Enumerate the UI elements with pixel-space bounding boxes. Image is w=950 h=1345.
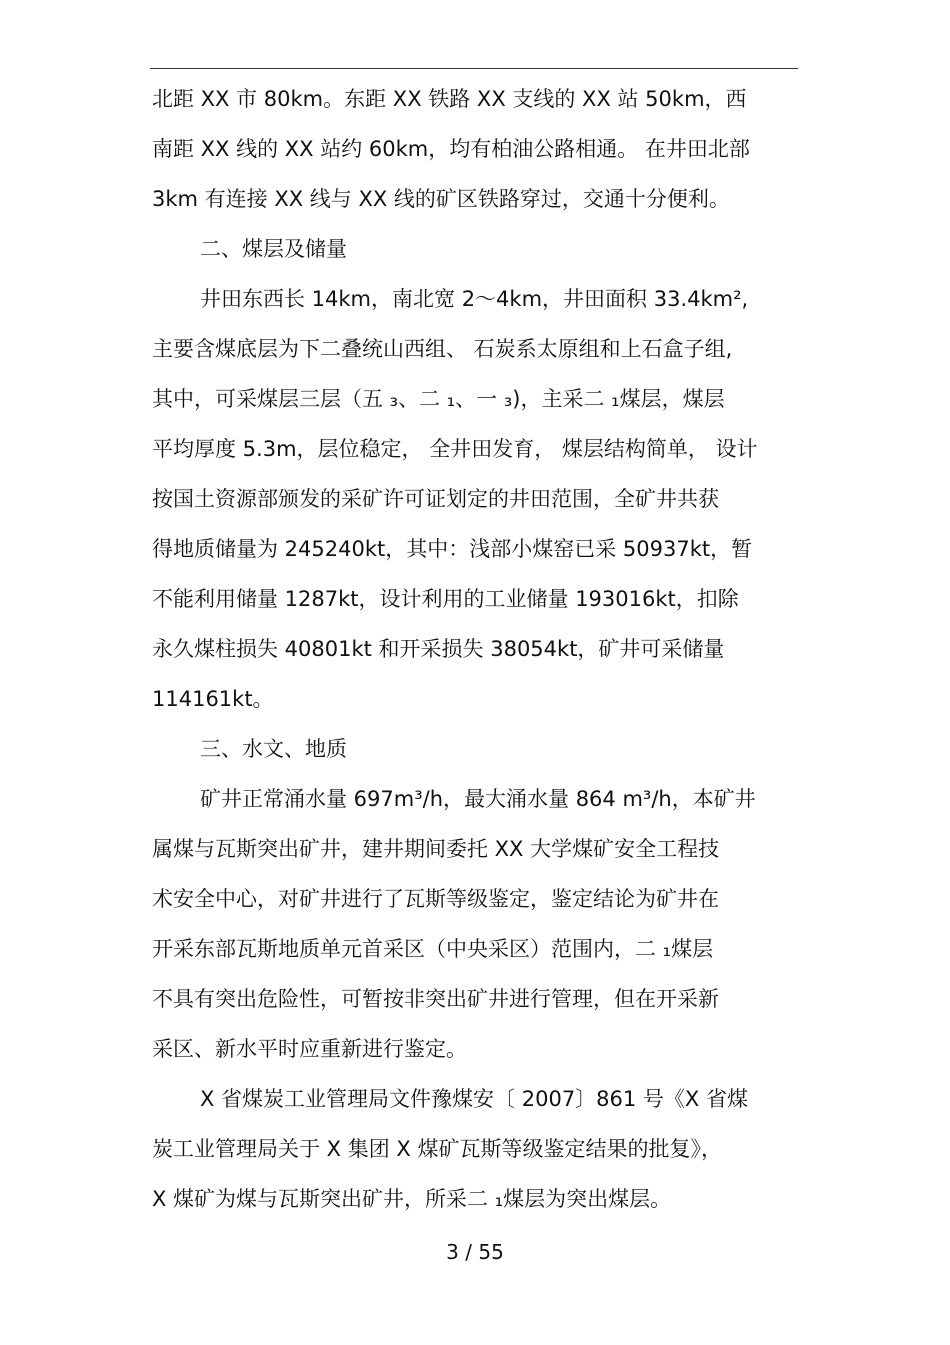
paragraph-line: 其中，可采煤层三层（五 ₃、二 ₁、一 ₃)，主采二 ₁煤层，煤层 bbox=[152, 387, 725, 411]
paragraph-line: 采区、新水平时应重新进行鉴定。 bbox=[152, 1037, 467, 1061]
page-number: 3 / 55 bbox=[446, 1240, 504, 1264]
paragraph-line: 平均厚度 5.3m，层位稳定， 全井田发育， 煤层结构简单， 设计 bbox=[152, 437, 758, 461]
paragraph-line: X 省煤炭工业管理局文件豫煤安〔 2007〕861 号《X 省煤 bbox=[200, 1087, 748, 1111]
paragraph-line: 不能利用储量 1287kt，设计利用的工业储量 193016kt，扣除 bbox=[152, 587, 739, 611]
paragraph-line: 炭工业管理局关于 X 集团 X 煤矿瓦斯等级鉴定结果的批复》， bbox=[152, 1137, 722, 1161]
paragraph-line: X 煤矿为煤与瓦斯突出矿井，所采二 ₁煤层为突出煤层。 bbox=[152, 1187, 672, 1211]
section-heading-hydrology-geology: 三、水文、地质 bbox=[200, 737, 347, 761]
paragraph-line: 114161kt。 bbox=[152, 687, 274, 711]
paragraph-line: 矿井正常涌水量 697m³/h，最大涌水量 864 m³/h，本矿井 bbox=[200, 787, 756, 811]
paragraph-line: 得地质储量为 245240kt，其中：浅部小煤窑已采 50937kt，暂 bbox=[152, 537, 753, 561]
paragraph-line: 开采东部瓦斯地质单元首采区（中央采区）范围内，二 ₁煤层 bbox=[152, 937, 714, 961]
paragraph-line: 南距 XX 线的 XX 站约 60km，均有柏油公路相通。 在井田北部 bbox=[152, 137, 750, 161]
paragraph-line: 北距 XX 市 80km。东距 XX 铁路 XX 支线的 XX 站 50km，西 bbox=[152, 87, 747, 111]
paragraph-line: 主要含煤底层为下二叠统山西组、 石炭系太原组和上石盒子组, bbox=[152, 337, 733, 361]
paragraph-line: 不具有突出危险性，可暂按非突出矿井进行管理，但在开采新 bbox=[152, 987, 719, 1011]
paragraph-line: 术安全中心，对矿井进行了瓦斯等级鉴定，鉴定结论为矿井在 bbox=[152, 887, 719, 911]
header-rule bbox=[150, 68, 798, 69]
paragraph-line: 3km 有连接 XX 线与 XX 线的矿区铁路穿过，交通十分便利。 bbox=[152, 187, 730, 211]
paragraph-line: 属煤与瓦斯突出矿井，建井期间委托 XX 大学煤矿安全工程技 bbox=[152, 837, 720, 861]
paragraph-line: 井田东西长 14km，南北宽 2～4km，井田面积 33.4km², bbox=[200, 287, 749, 311]
paragraph-line: 永久煤柱损失 40801kt 和开采损失 38054kt，矿井可采储量 bbox=[152, 637, 725, 661]
section-heading-coal-reserves: 二、煤层及储量 bbox=[200, 237, 347, 261]
paragraph-line: 按国土资源部颁发的采矿许可证划定的井田范围，全矿井共获 bbox=[152, 487, 719, 511]
